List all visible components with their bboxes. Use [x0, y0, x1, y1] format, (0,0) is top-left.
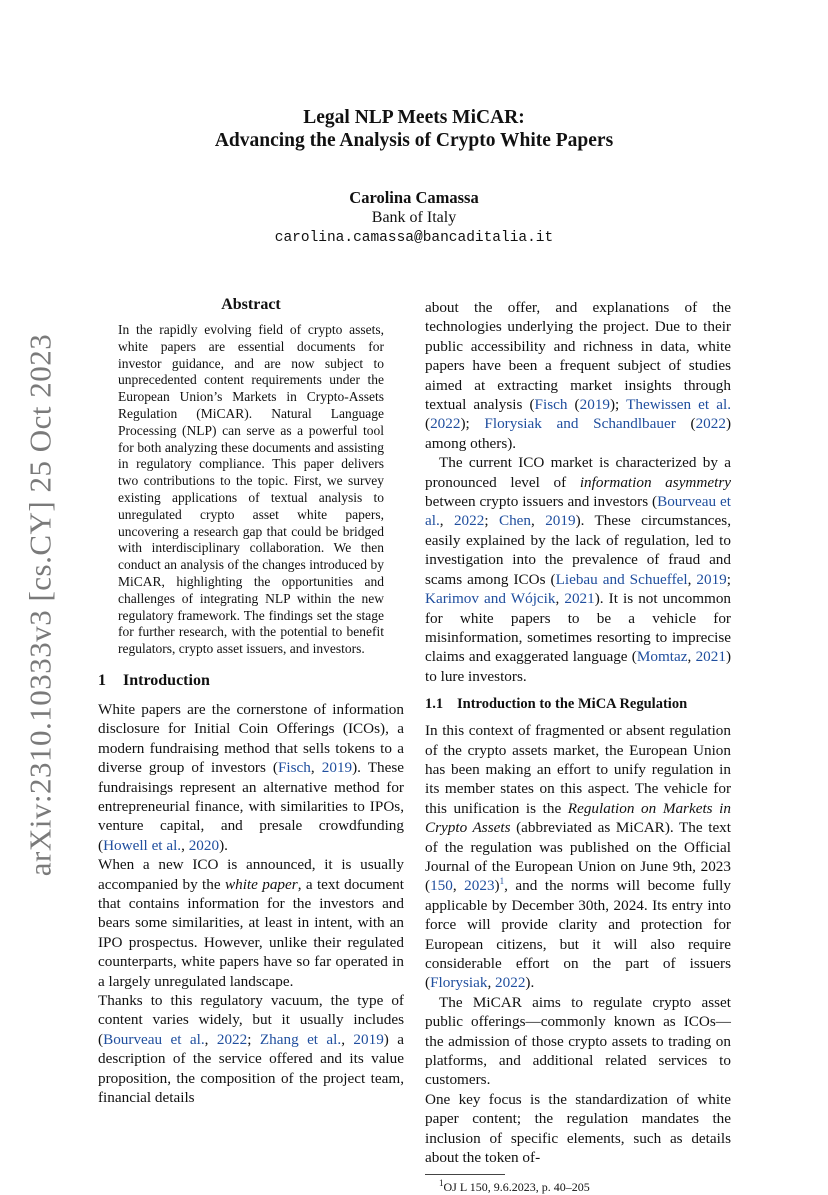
- citation-link[interactable]: 150: [430, 877, 453, 895]
- text-run: ). These circumstances, easily explained by the lack of regulation, led to investigation into the prevalence of fraud and scams among ICOs (: [425, 512, 731, 588]
- text-run: ;: [726, 570, 731, 588]
- text-run: );: [610, 396, 627, 414]
- right-column: [425, 298, 731, 1195]
- footnote-marker[interactable]: 1: [499, 876, 505, 887]
- intro-paragraph-4: [425, 298, 731, 453]
- text-run: ).: [525, 974, 535, 992]
- citation-link[interactable]: Fisch: [277, 759, 311, 777]
- intro-paragraph-5: [425, 453, 731, 686]
- text-run: ): [494, 877, 500, 895]
- title-line-2: Advancing the Analysis of Crypto White Papers: [214, 130, 614, 151]
- footnote-text: OJ L 150, 9.6.2023, p. 40–205: [443, 1180, 590, 1195]
- intro-paragraph-1: [98, 700, 404, 855]
- text-run: ). It is not uncommon for white papers to be a vehicle for misinformation, sometimes resorting to imprecise claims and exaggerated language (: [425, 590, 732, 666]
- text-run: ,: [555, 590, 565, 608]
- text-run: ,: [341, 1030, 354, 1048]
- subsection-number: 1.1: [425, 696, 444, 713]
- paper-header: [0, 106, 828, 248]
- arxiv-identifier: arXiv:2310.10333v3 [cs.CY] 25 Oct 2023: [22, 333, 57, 877]
- title-line-1: Legal NLP Meets MiCAR:: [303, 107, 525, 128]
- citation-link[interactable]: 2021: [695, 648, 726, 666]
- citation-link[interactable]: 2023: [464, 877, 495, 895]
- citation-link[interactable]: 2021: [564, 590, 595, 608]
- citation-link[interactable]: Chen: [498, 512, 531, 530]
- text-run: Thanks to this regulatory vacuum, the type of content varies widely, but it usually includes (: [98, 992, 404, 1048]
- text-run: (: [675, 415, 696, 433]
- citation-link[interactable]: 2022: [430, 415, 461, 433]
- text-run: ,: [204, 1030, 217, 1048]
- text-run: The current ICO market is characterized by a pronounced level of: [425, 454, 731, 491]
- citation-link[interactable]: Fisch: [534, 396, 568, 414]
- citation-link[interactable]: 2019: [353, 1030, 384, 1048]
- text-run: ) to lure investors.: [425, 648, 731, 685]
- abstract-heading: Abstract: [221, 296, 281, 313]
- citation-link[interactable]: Liebau and Schueffel: [555, 570, 688, 588]
- left-column: [98, 296, 404, 1107]
- citation-link[interactable]: 2022: [216, 1030, 248, 1048]
- text-run: );: [460, 415, 485, 433]
- intro-paragraph-2: [98, 855, 404, 991]
- citation-link[interactable]: 2020: [188, 836, 220, 854]
- subsection-heading-mica: [425, 696, 731, 713]
- text-run: ,: [687, 570, 697, 588]
- citation-link[interactable]: Bourveau et al.: [425, 493, 731, 530]
- text-run: ,: [452, 877, 465, 895]
- text-run: ,: [487, 974, 496, 992]
- text-run: about the offer, and explanations of the technologies underlying the project. Due to their public accessibility and richness in data, white papers have been a frequent subject of studies aimed at extracting market insights through textual analysis (: [425, 299, 731, 414]
- text-run: ). These fundraisings represent an alternative method for entrepreneurial finance, with similarities to IPOs, venture capital, and presale crowdfunding (: [98, 759, 405, 854]
- footnote-number: 1: [439, 1178, 444, 1189]
- author-name: Carolina Camassa: [349, 188, 479, 207]
- citation-link[interactable]: 2019: [696, 570, 727, 588]
- mica-paragraph-2: The MiCAR aims to regulate crypto asset public offerings—commonly known as ICOs—the admission of those crypto assets to trading on platforms, and additional related services to customers.: [425, 993, 731, 1089]
- section-number: 1: [98, 671, 106, 689]
- author-affiliation: Bank of Italy: [371, 209, 457, 226]
- text-run: ,: [531, 512, 546, 530]
- citation-link[interactable]: Bourveau et al.: [103, 1030, 205, 1048]
- text-run: ;: [484, 512, 499, 530]
- citation-link[interactable]: 2019: [545, 512, 576, 530]
- citation-link[interactable]: Howell et al.: [103, 836, 182, 854]
- footnote-divider: [425, 1174, 505, 1175]
- intro-paragraph-3: [98, 991, 404, 1107]
- citation-link[interactable]: 2019: [321, 759, 353, 777]
- emphasis: information asymmetry: [579, 473, 731, 491]
- paper-title: [0, 106, 828, 152]
- mica-paragraph-3: One key focus is the standardization of white paper content; the regulation mandates the inclusion of specific elements, such as details about the token of-: [425, 1090, 731, 1167]
- text-run: , and the norms will become fully applicable by December 30th, 2024. Its entry into force will provide clarity and protection for European citizens, but it will also require considerable effort on the part of issuers (: [425, 877, 731, 992]
- arxiv-sidebar-stamp: [22, 333, 58, 877]
- text-run: (: [425, 415, 431, 433]
- text-run: ,: [310, 759, 322, 777]
- citation-link[interactable]: 2019: [579, 396, 610, 414]
- text-run: When a new ICO is announced, it is usually accompanied by the: [98, 856, 404, 893]
- text-run: (abbreviated as MiCAR). The text of the regulation was published on the Official Journal of the European Union on June 9th, 2023 (: [425, 819, 731, 895]
- text-run: ).: [219, 836, 228, 854]
- citation-link[interactable]: Momtaz: [636, 648, 688, 666]
- text-run: , a text document that contains information for the investors and bears some similarities, at least in intent, with an IPO prospectus. However, unlike their regulated counterparts, white papers have so far operated in a largely unregulated landscape.: [98, 875, 405, 990]
- citation-link[interactable]: Zhang et al.: [259, 1030, 342, 1048]
- text-run: ) a description of the service offered and its value proposition, the composition of the project team, financial details: [98, 1030, 404, 1107]
- citation-link[interactable]: Florysiak and Schandlbauer: [484, 415, 676, 433]
- mica-paragraph-1: [425, 721, 731, 993]
- footnote: [425, 1180, 731, 1195]
- text-run: ) among others).: [425, 415, 731, 452]
- citation-link[interactable]: 2022: [695, 415, 726, 433]
- citation-link[interactable]: 2022: [453, 512, 485, 530]
- section-heading-introduction: [98, 672, 404, 690]
- text-run: White papers are the cornerstone of information disclosure for Initial Coin Offerings (ICOs), a modern fundraising method that sells tokens to a diverse group of investors (: [98, 700, 404, 777]
- section-title: Introduction: [123, 671, 210, 689]
- abstract-text: In the rapidly evolving field of crypto assets, white papers are essential documents for investor guidance, and are now subject to unprecedented content requirements under the European Union’s Markets in Crypto-Assets Regulation (MiCAR). Natural Language Processing (NLP) can serve as a powerful tool for both analyzing these documents and assisting in regulatory compliance. This paper delivers two contributions to the topic. First, we survey existing applications of textual analysis to unregulated crypto asset white papers, uncovering a research gap that could be bridged with interdisciplinary collaboration. We then conduct an analysis of the changes introduced by MiCAR, highlighting the opportunities and challenges of integrating NLP within the new regulatory framework. The findings set the stage for further research, with the potential to benefit regulators, crypto asset issuers, and investors.: [118, 322, 384, 657]
- author-email[interactable]: carolina.camassa@bancaditalia.it: [274, 230, 554, 246]
- citation-link[interactable]: Thewissen et al.: [626, 396, 731, 414]
- text-run: ;: [247, 1030, 260, 1048]
- citation-link[interactable]: Karimov and Wójcik: [425, 590, 556, 608]
- text-run: (: [567, 396, 580, 414]
- text-run: between crypto issuers and investors (: [425, 493, 658, 511]
- citation-link[interactable]: 2022: [495, 974, 526, 992]
- subsection-title: Introduction to the MiCA Regulation: [457, 696, 688, 713]
- text-run: ,: [181, 836, 189, 854]
- emphasis: Regulation on Markets in Crypto Assets: [425, 799, 731, 837]
- text-run: ,: [439, 512, 454, 530]
- text-run: In this context of fragmented or absent regulation of the crypto assets market, the European Union has been making an effort to unify regulation in its member states on this aspect. The vehicle for this unification is the: [425, 722, 731, 817]
- citation-link[interactable]: Florysiak: [430, 974, 488, 992]
- text-run: ,: [687, 648, 696, 666]
- emphasis: white paper: [224, 875, 298, 893]
